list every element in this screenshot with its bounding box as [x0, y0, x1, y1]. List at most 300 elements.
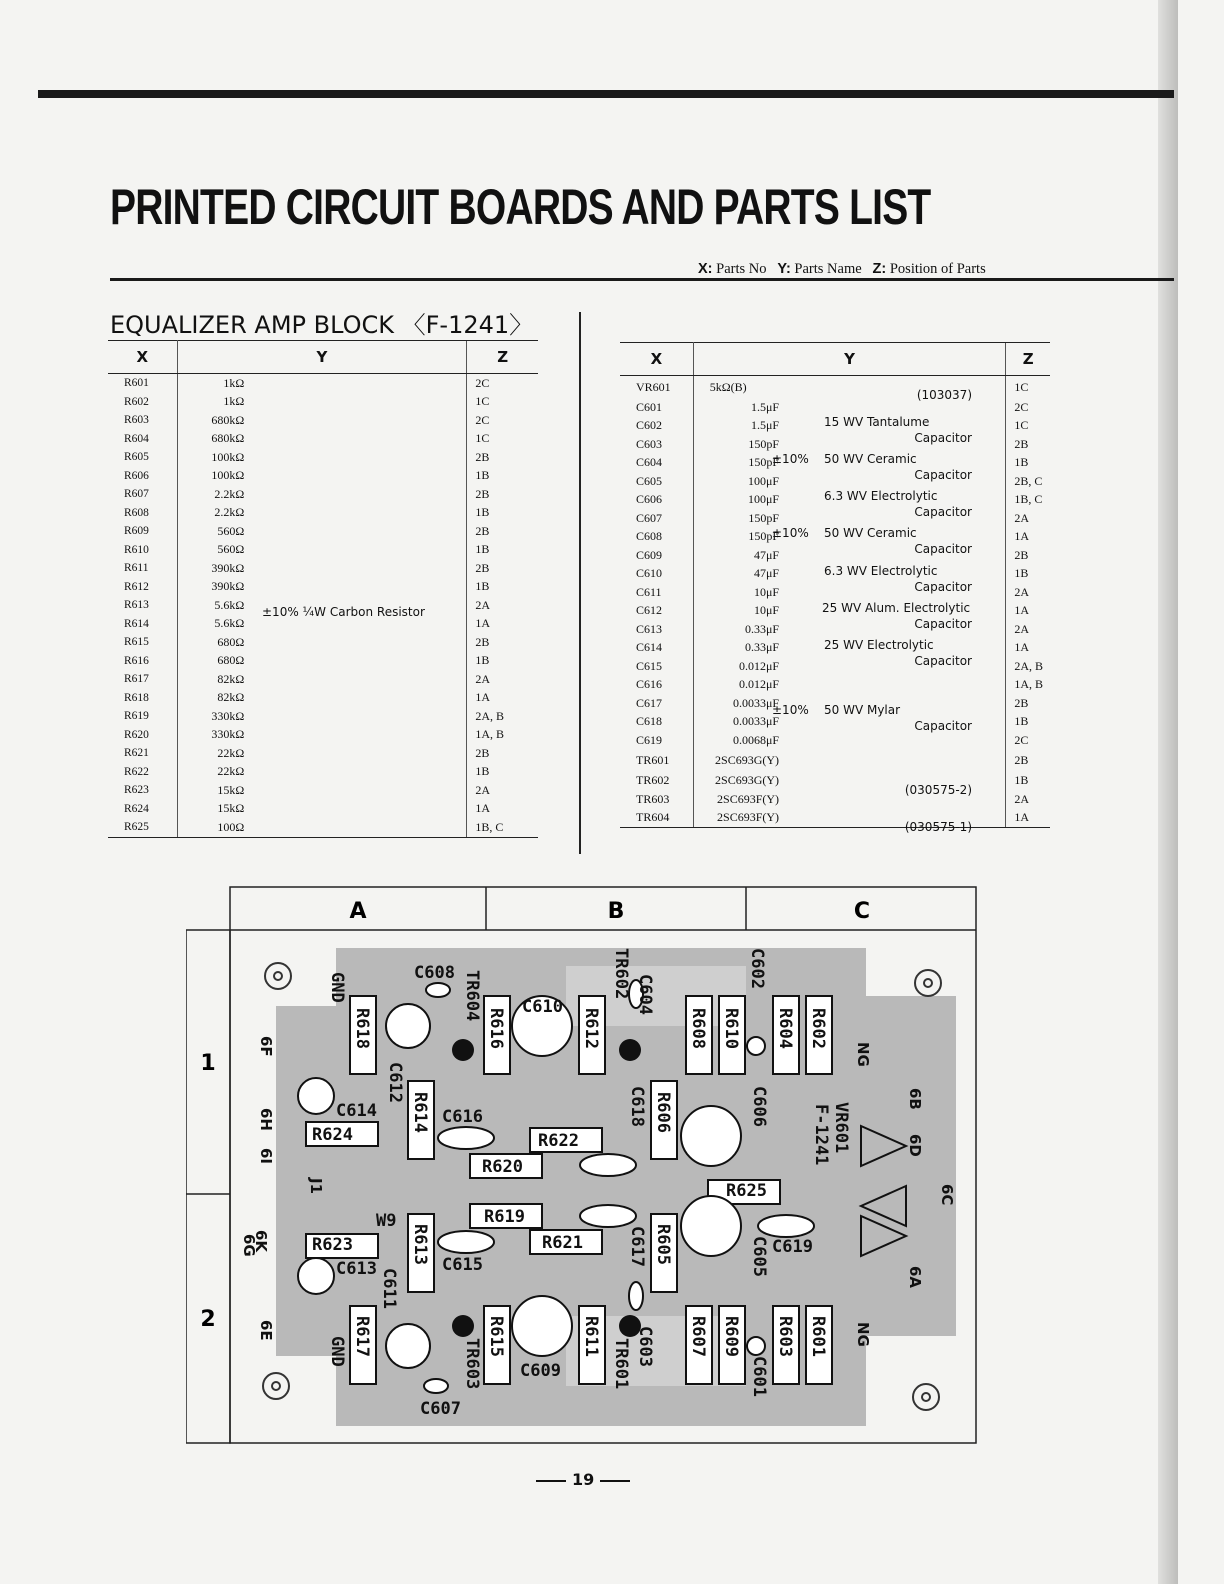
part-value: 680Ω: [217, 634, 245, 649]
part-number: R609: [108, 522, 177, 541]
label-r618: R618: [352, 1008, 372, 1049]
part-value: 150pF: [748, 510, 780, 525]
part-position: 2A: [1006, 620, 1050, 639]
table-row: [620, 809, 1050, 828]
part-description-cell: [248, 522, 467, 541]
part-number: R602: [108, 393, 177, 412]
label-c608: C608: [414, 963, 455, 983]
part-number: R615: [108, 633, 177, 652]
part-position: 2B: [467, 559, 538, 578]
part-description-cell: [248, 559, 467, 578]
part-number: C611: [620, 583, 693, 602]
part-position: 2A: [1006, 509, 1050, 528]
col-header-y: Y: [693, 343, 1006, 376]
part-value: 680Ω: [217, 653, 245, 668]
part-number: C606: [620, 491, 693, 510]
part-number: C617: [620, 694, 693, 713]
terminal-6f: 6F: [257, 1036, 275, 1057]
part-number: C609: [620, 546, 693, 565]
part-description-cell: [248, 430, 467, 449]
label-r624: R624: [312, 1125, 353, 1145]
label-r605: R605: [653, 1224, 673, 1265]
part-value: 5kΩ(B): [709, 379, 747, 394]
part-number: R610: [108, 541, 177, 560]
col-header-z: Z: [467, 341, 538, 374]
part-value: 390kΩ: [211, 579, 245, 594]
part-position: 2A: [1006, 583, 1050, 602]
label-r615: R615: [486, 1316, 506, 1357]
legend-z-text: Position of Parts: [889, 261, 986, 277]
table-row: [108, 448, 538, 467]
part-number: R619: [108, 707, 177, 726]
table-row: [620, 731, 1050, 750]
part-position: 1B: [467, 578, 538, 597]
part-value: 150pF: [748, 455, 780, 470]
part-position: 1B: [467, 763, 538, 782]
label-gnd-1: GND: [327, 972, 347, 1003]
transistor-code-1: (030575-2): [904, 783, 972, 797]
part-position: 2B: [467, 744, 538, 763]
table-row: [108, 411, 538, 430]
label-r622: R622: [538, 1131, 579, 1151]
part-number: R603: [108, 411, 177, 430]
legend-x-key: X:: [698, 261, 713, 277]
part-value: 0.33μF: [744, 621, 780, 636]
label-c610: C610: [522, 997, 563, 1017]
part-position: 1B: [467, 467, 538, 486]
terminal-ng-2: NG: [854, 1322, 872, 1347]
row-header-frame: [186, 930, 230, 1443]
part-value: 680kΩ: [211, 431, 245, 446]
label-r610: R610: [721, 1008, 741, 1049]
label-f1241: F-1241: [811, 1104, 831, 1166]
legend-y-key: Y:: [777, 261, 791, 277]
part-position: 1A, B: [1006, 676, 1050, 695]
column-divider: [579, 312, 581, 854]
part-position: 1A: [1006, 639, 1050, 658]
title-rule: [110, 278, 1174, 281]
part-number: R607: [108, 485, 177, 504]
label-c618: C618: [627, 1086, 647, 1127]
part-position: 2B: [1006, 750, 1050, 772]
part-position: 2A, B: [1006, 657, 1050, 676]
table-row: [108, 652, 538, 671]
col-header-y: Y: [177, 341, 467, 374]
label-r611: R611: [581, 1316, 601, 1357]
part-number: C603: [620, 435, 693, 454]
part-number: R618: [108, 689, 177, 708]
part-value: 22kΩ: [217, 764, 245, 779]
part-number: C607: [620, 509, 693, 528]
terminal-ng-1: NG: [854, 1042, 872, 1067]
part-number: C601: [620, 398, 693, 417]
part-position: 2C: [467, 411, 538, 430]
mylar-desc: 50 WV Mylar: [824, 703, 901, 717]
table-row: [108, 689, 538, 708]
terminal-6i: 6I: [257, 1148, 275, 1165]
legend-y-text: Parts Name: [794, 261, 862, 277]
label-c601: C601: [749, 1356, 769, 1397]
terminal-6h: 6H: [257, 1108, 275, 1131]
part-number: R604: [108, 430, 177, 449]
table-row: [108, 707, 538, 726]
part-position: 2B: [467, 522, 538, 541]
part-description-cell: [248, 670, 467, 689]
label-c616: C616: [442, 1107, 483, 1127]
part-position: 1A: [1006, 602, 1050, 621]
label-r607: R607: [688, 1316, 708, 1357]
ceramic2-desc: 50 WV Ceramic: [824, 526, 917, 540]
part-value: 0.0033μF: [732, 714, 780, 729]
part-number: R625: [108, 818, 177, 837]
part-value: 0.0068μF: [732, 732, 780, 747]
legend-z-key: Z:: [872, 261, 887, 277]
part-position: 1B: [1006, 772, 1050, 791]
part-number: R623: [108, 781, 177, 800]
part-position: 1A: [467, 800, 538, 819]
part-description-cell: [248, 504, 467, 523]
tantalum-desc-2: Capacitor: [914, 431, 972, 445]
electrolytic-desc-2: Capacitor: [914, 505, 972, 519]
transistor-code-2: (030575-1): [904, 820, 972, 834]
part-value: 15kΩ: [217, 801, 245, 816]
part-position: 2B: [467, 448, 538, 467]
part-description-cell: [248, 800, 467, 819]
table-row: [620, 376, 1050, 399]
axis-legend: [698, 261, 986, 278]
part-description-cell: [248, 393, 467, 412]
part-value: 22kΩ: [217, 745, 245, 760]
terminal-6a: 6A: [906, 1266, 924, 1289]
table-row: [108, 818, 538, 837]
label-c605: C605: [749, 1236, 769, 1277]
part-description-cell: [248, 652, 467, 671]
part-description-cell: [248, 448, 467, 467]
page-number: [530, 1470, 636, 1489]
part-position: 1C: [467, 430, 538, 449]
label-r603: R603: [775, 1316, 795, 1357]
label-r619: R619: [484, 1207, 525, 1227]
part-value: 5.6kΩ: [214, 597, 245, 612]
label-c604: C604: [635, 974, 655, 1015]
column-label-b: B: [607, 899, 625, 924]
top-bar: [38, 90, 1174, 98]
label-c603: C603: [635, 1326, 655, 1367]
part-number: C616: [620, 676, 693, 695]
part-value: 330kΩ: [211, 727, 245, 742]
part-value: 2SC693F(Y): [693, 809, 783, 828]
part-position: 1B, C: [1006, 491, 1050, 510]
part-value: 560Ω: [217, 523, 245, 538]
part-number: C619: [620, 731, 693, 750]
table-row: [620, 657, 1050, 676]
part-position: 1A: [1006, 809, 1050, 828]
label-c606: C606: [749, 1086, 769, 1127]
label-r625: R625: [726, 1181, 767, 1201]
block-title: EQUALIZER AMP BLOCK 〈F-1241〉: [110, 311, 534, 339]
part-position: 2A: [467, 596, 538, 615]
label-tr603: TR603: [462, 1338, 482, 1390]
part-value: 560Ω: [217, 542, 245, 557]
part-position: 2C: [1006, 398, 1050, 417]
label-r602: R602: [808, 1008, 828, 1049]
part-value: 47μF: [753, 566, 780, 581]
label-r606: R606: [653, 1092, 673, 1133]
table-row: [108, 744, 538, 763]
part-position: 1B: [1006, 454, 1050, 473]
table-row: [108, 393, 538, 412]
table-row: [620, 509, 1050, 528]
col-header-x: X: [108, 341, 177, 374]
electrolytic3-desc: 25 WV Electrolytic: [824, 638, 934, 652]
label-r623: R623: [312, 1235, 353, 1255]
label-tr601: TR601: [611, 1338, 631, 1390]
part-number: R613: [108, 596, 177, 615]
terminal-j1: J1: [307, 1178, 325, 1195]
part-number: R605: [108, 448, 177, 467]
resistor-parts-table: [108, 340, 538, 838]
label-r612: R612: [581, 1008, 601, 1049]
part-description-cell: [248, 467, 467, 486]
table-row: [620, 750, 1050, 772]
part-value: 150pF: [748, 529, 780, 544]
terminal-6c: 6C: [938, 1184, 956, 1206]
part-position: 2A: [467, 781, 538, 800]
table-row: [108, 430, 538, 449]
part-value: 150pF: [748, 436, 780, 451]
part-position: 1C: [1006, 376, 1050, 399]
label-c611: C611: [379, 1268, 399, 1309]
part-number: R612: [108, 578, 177, 597]
part-position: 1A: [467, 615, 538, 634]
part-value: 2.2kΩ: [214, 505, 245, 520]
part-number: C612: [620, 602, 693, 621]
part-position: 2B, C: [1006, 472, 1050, 491]
part-position: 1B: [467, 541, 538, 560]
label-c607: C607: [420, 1399, 461, 1419]
part-value: 100kΩ: [211, 449, 245, 464]
part-number: TR604: [620, 809, 693, 828]
table-row: [620, 583, 1050, 602]
table-row: [108, 800, 538, 819]
part-description-cell: [248, 781, 467, 800]
part-number: R611: [108, 559, 177, 578]
electrolytic-desc: 6.3 WV Electrolytic: [824, 489, 938, 503]
label-c619: C619: [772, 1237, 813, 1257]
part-position: 1C: [467, 393, 538, 412]
part-position: 2A, B: [467, 707, 538, 726]
terminal-6e: 6E: [257, 1320, 275, 1341]
part-position: 2C: [467, 374, 538, 393]
part-number: R614: [108, 615, 177, 634]
label-r601: R601: [808, 1316, 828, 1357]
column-label-a: A: [349, 899, 367, 924]
part-position: 2B: [1006, 435, 1050, 454]
part-value: 1kΩ: [223, 375, 245, 390]
part-value: 5.6kΩ: [214, 616, 245, 631]
alum-desc-2: Capacitor: [914, 617, 972, 631]
table-row: [620, 546, 1050, 565]
table-row: [108, 578, 538, 597]
label-w9: W9: [376, 1211, 397, 1231]
part-description-cell: [248, 411, 467, 430]
table-row: [108, 467, 538, 486]
part-number: TR603: [620, 790, 693, 809]
terminal-6b: 6B: [906, 1088, 924, 1110]
alum-desc: 25 WV Alum. Electrolytic: [822, 601, 971, 615]
part-value: 0.0033μF: [732, 695, 780, 710]
terminal-6k: 6K: [252, 1230, 270, 1253]
part-position: 1B: [467, 652, 538, 671]
mylar-desc-2: Capacitor: [914, 719, 972, 733]
label-vr601: VR601: [831, 1102, 851, 1154]
part-number: R624: [108, 800, 177, 819]
label-r609: R609: [721, 1316, 741, 1357]
part-number: C605: [620, 472, 693, 491]
electrolytic3-desc-2: Capacitor: [914, 654, 972, 668]
label-c617: C617: [627, 1226, 647, 1267]
label-c612: C612: [385, 1062, 405, 1103]
part-description-cell: [248, 818, 467, 837]
label-r613: R613: [410, 1224, 430, 1265]
part-position: 1A, B: [467, 726, 538, 745]
table-row: [108, 559, 538, 578]
part-description-cell: [248, 578, 467, 597]
table-row: [620, 472, 1050, 491]
part-description-cell: [248, 485, 467, 504]
part-position: 1C: [1006, 417, 1050, 436]
ceramic2-desc-2: Capacitor: [914, 542, 972, 556]
part-value: 1kΩ: [223, 394, 245, 409]
pcb-diagram: [186, 886, 978, 1444]
label-r614: R614: [410, 1092, 430, 1133]
label-gnd-2: GND: [327, 1336, 347, 1367]
tantalum-desc: 15 WV Tantalume: [824, 415, 930, 429]
part-number: R608: [108, 504, 177, 523]
ceramic-desc: 50 WV Ceramic: [824, 452, 917, 466]
part-value: 2SC693F(Y): [717, 791, 780, 806]
part-number: TR601: [620, 750, 693, 772]
electrolytic2-desc-2: Capacitor: [914, 580, 972, 594]
part-value: 100μF: [747, 492, 780, 507]
part-number: TR602: [620, 772, 693, 791]
legend-x-text: Parts No: [716, 261, 767, 277]
part-value: 2SC693G(Y): [715, 753, 780, 767]
part-description-cell: [783, 676, 1006, 695]
part-description-cell: [248, 726, 467, 745]
part-position: 2A: [467, 670, 538, 689]
part-value: 15kΩ: [217, 782, 245, 797]
vr601-code: (103037): [916, 388, 972, 402]
part-value: 100Ω: [177, 818, 248, 837]
resistor-description: ±10% ¼W Carbon Resistor: [262, 605, 425, 619]
part-value: 82kΩ: [217, 690, 245, 705]
part-number: R622: [108, 763, 177, 782]
page-title: PRINTED CIRCUIT BOARDS AND PARTS LIST: [110, 179, 931, 235]
part-position: 1B: [1006, 713, 1050, 732]
table-row: [108, 633, 538, 652]
label-r620: R620: [482, 1157, 523, 1177]
table-row: [620, 772, 1050, 791]
part-number: C608: [620, 528, 693, 547]
terminal-6d: 6D: [906, 1134, 924, 1157]
part-number: VR601: [620, 376, 693, 399]
part-description-cell: [248, 763, 467, 782]
tolerance-1: ±10%: [772, 452, 809, 466]
table-row: [108, 670, 538, 689]
part-description-cell: [248, 633, 467, 652]
part-position: 2B: [467, 485, 538, 504]
label-r617: R617: [352, 1316, 372, 1357]
part-value: 330kΩ: [211, 708, 245, 723]
table-row: [108, 504, 538, 523]
label-c602: C602: [747, 948, 767, 989]
part-number: C618: [620, 713, 693, 732]
part-position: 1A: [1006, 528, 1050, 547]
part-description-cell: [248, 374, 467, 393]
table-row: [108, 763, 538, 782]
part-value: 100kΩ: [211, 468, 245, 483]
part-position: 2B: [467, 633, 538, 652]
part-position: 1A: [467, 689, 538, 708]
part-position: 2A: [1006, 790, 1050, 809]
table-row: [108, 522, 538, 541]
part-value: 100μF: [747, 473, 780, 488]
table-row: [620, 398, 1050, 417]
part-number: C613: [620, 620, 693, 639]
page-edge-shadow: [1158, 0, 1178, 1584]
label-c614: C614: [336, 1101, 377, 1121]
label-r616: R616: [486, 1008, 506, 1049]
part-position: 2B: [1006, 694, 1050, 713]
label-r621: R621: [542, 1233, 583, 1253]
part-position: 1B, C: [467, 818, 538, 837]
table-row: [108, 374, 538, 393]
tolerance-2: ±10%: [772, 526, 809, 540]
part-value: 0.012μF: [738, 658, 780, 673]
part-number: R616: [108, 652, 177, 671]
part-number: C602: [620, 417, 693, 436]
part-value: 0.33μF: [744, 640, 780, 655]
part-value: 82kΩ: [217, 671, 245, 686]
part-number: C614: [620, 639, 693, 658]
label-r604: R604: [775, 1008, 795, 1049]
part-value: 2SC693G(Y): [715, 773, 780, 788]
part-number: R601: [108, 374, 177, 393]
terminal-6g: 6G: [240, 1234, 258, 1257]
part-number: C610: [620, 565, 693, 584]
part-value: 680kΩ: [211, 412, 245, 427]
part-value: 390kΩ: [211, 560, 245, 575]
part-value: 10μF: [753, 603, 780, 618]
label-c615: C615: [442, 1255, 483, 1275]
label-r608: R608: [688, 1008, 708, 1049]
part-description-cell: [783, 750, 1006, 772]
part-number: R617: [108, 670, 177, 689]
part-value: 10μF: [753, 584, 780, 599]
part-value: 47μF: [753, 547, 780, 562]
part-number: R621: [108, 744, 177, 763]
page-number-value: 19: [572, 1470, 595, 1489]
part-value: 1.5μF: [750, 418, 780, 433]
label-c613: C613: [336, 1259, 377, 1279]
part-number: R606: [108, 467, 177, 486]
row-label-2: 2: [200, 1307, 216, 1332]
part-description-cell: [248, 707, 467, 726]
part-value: 1.5μF: [750, 399, 780, 414]
table-row: [620, 620, 1050, 639]
part-description-cell: [783, 731, 1006, 750]
